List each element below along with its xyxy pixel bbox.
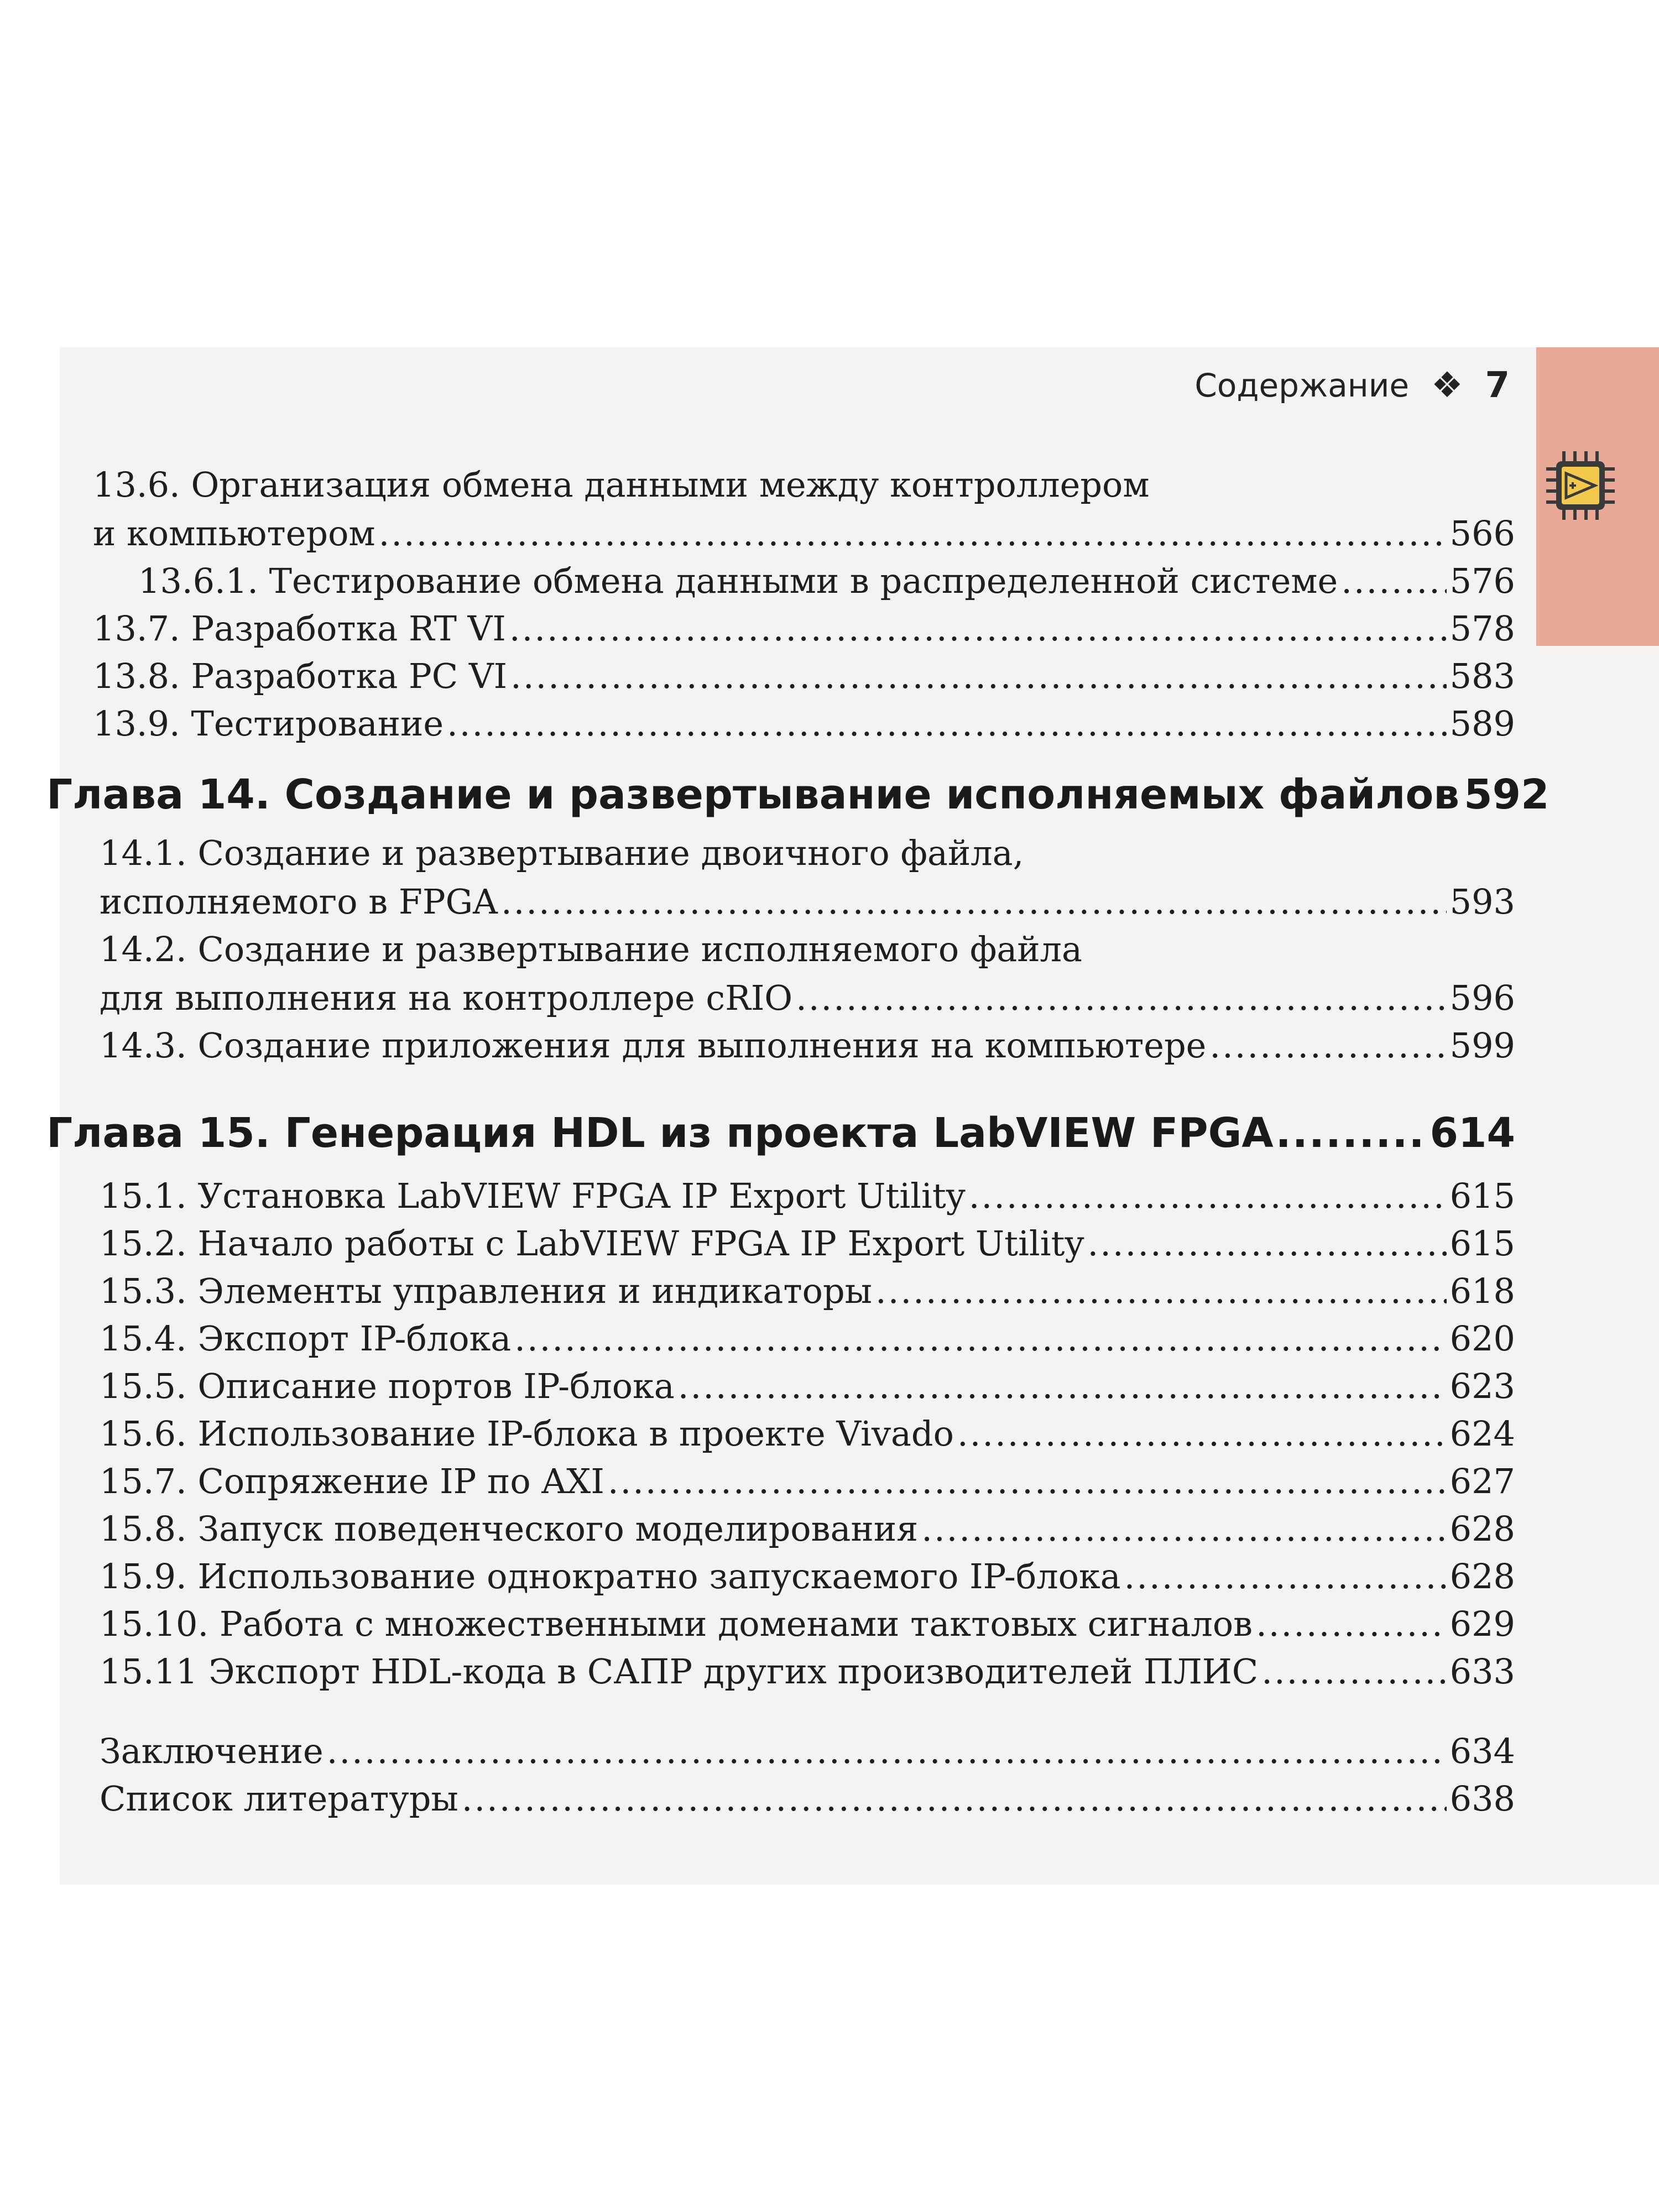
toc-15-7-page: 627 bbox=[1449, 1461, 1515, 1501]
toc-15-6-title: 15.6. Использование IP-блока в проекте Vivado bbox=[100, 1413, 954, 1454]
toc-13-6-title-line2: и компьютером bbox=[93, 513, 375, 554]
toc-entry-14-2 bbox=[100, 978, 1515, 1018]
toc-13-6-1-title: 13.6.1. Тестирование обмена данными в распределенной системе bbox=[138, 561, 1338, 601]
toc-15-3-title: 15.3. Элементы управления и индикаторы bbox=[100, 1271, 873, 1311]
toc-entry-15-11 bbox=[100, 1651, 1515, 1692]
toc-15-1-title: 15.1. Установка LabVIEW FPGA IP Export Utility bbox=[100, 1176, 966, 1216]
dot-leader bbox=[514, 1322, 1446, 1356]
toc-15-3-page: 618 bbox=[1449, 1271, 1515, 1311]
dot-leader bbox=[462, 1782, 1447, 1816]
dot-leader bbox=[1256, 1607, 1447, 1641]
dot-leader bbox=[1209, 1029, 1446, 1063]
toc-entry-15-5 bbox=[100, 1366, 1515, 1406]
toc-conclusion-title: Заключение bbox=[100, 1731, 324, 1771]
toc-entry-15-2 bbox=[100, 1223, 1515, 1264]
dot-leader bbox=[327, 1734, 1447, 1768]
chapter-14-page: 592 bbox=[1464, 771, 1550, 818]
header-title: Содержание bbox=[1194, 367, 1410, 404]
toc-entry-15-8 bbox=[100, 1509, 1515, 1549]
toc-entry-14-3 bbox=[100, 1025, 1515, 1066]
toc-13-9-page: 589 bbox=[1449, 703, 1515, 744]
dot-leader bbox=[1088, 1227, 1447, 1261]
toc-13-9-title: 13.9. Тестирование bbox=[93, 703, 444, 744]
dot-leader bbox=[957, 1417, 1447, 1451]
toc-15-9-page: 628 bbox=[1449, 1556, 1515, 1597]
dot-leader bbox=[1276, 1113, 1428, 1154]
toc-14-1-title-line1: 14.1. Создание и развертывание двоичного файла, bbox=[100, 833, 1024, 873]
toc-15-4-title: 15.4. Экспорт IP-блока bbox=[100, 1318, 512, 1359]
toc-15-10-title: 15.10. Работа с множественными доменами тактовых сигналов bbox=[100, 1604, 1253, 1644]
toc-15-5-title: 15.5. Описание портов IP-блока bbox=[100, 1366, 675, 1406]
toc-13-8-title: 13.8. Разработка PC VI bbox=[93, 656, 508, 696]
toc-15-2-title: 15.2. Начало работы с LabVIEW FPGA IP Export Utility bbox=[100, 1223, 1084, 1264]
dot-leader bbox=[510, 659, 1447, 693]
toc-15-8-title: 15.8. Запуск поведенческого моделирования bbox=[100, 1509, 919, 1549]
toc-entry-13-6-1 bbox=[138, 561, 1515, 601]
toc-13-7-title: 13.7. Разработка RT VI bbox=[93, 608, 506, 649]
toc-references-title: Список литературы bbox=[100, 1778, 458, 1819]
toc-entry-13-9 bbox=[93, 703, 1515, 744]
toc-14-3-title: 14.3. Создание приложения для выполнения на компьютере bbox=[100, 1025, 1207, 1066]
dot-leader bbox=[678, 1369, 1447, 1404]
chapter-14-title: Глава 14. Создание и развертывание исполняемых файлов bbox=[46, 771, 1460, 818]
toc-13-7-page: 578 bbox=[1449, 608, 1515, 649]
toc-entry-15-10 bbox=[100, 1604, 1515, 1644]
toc-14-2-page: 596 bbox=[1449, 978, 1515, 1018]
chapter-15-title: Глава 15. Генерация HDL из проекта LabVIEW FPGA bbox=[46, 1109, 1274, 1157]
toc-14-2-title-line2: для выполнения на контроллере cRIO bbox=[100, 978, 793, 1018]
dot-leader bbox=[379, 517, 1447, 551]
toc-conclusion-page: 634 bbox=[1449, 1731, 1515, 1771]
toc-15-5-page: 623 bbox=[1449, 1366, 1515, 1406]
dot-leader bbox=[796, 981, 1447, 1015]
dot-leader bbox=[608, 1464, 1447, 1499]
dot-leader bbox=[1261, 1655, 1446, 1689]
toc-15-10-page: 629 bbox=[1449, 1604, 1515, 1644]
toc-entry-15-4 bbox=[100, 1318, 1515, 1359]
toc-entry-conclusion bbox=[100, 1731, 1515, 1771]
toc-14-1-page: 593 bbox=[1449, 881, 1515, 922]
dot-leader bbox=[501, 885, 1447, 919]
toc-references-page: 638 bbox=[1449, 1778, 1515, 1819]
toc-entry-13-6 bbox=[93, 513, 1515, 554]
toc-15-1-page: 615 bbox=[1449, 1176, 1515, 1216]
dot-leader bbox=[447, 707, 1447, 741]
toc-15-6-page: 624 bbox=[1449, 1413, 1515, 1454]
toc-chapter-15 bbox=[46, 1109, 1515, 1157]
toc-15-8-page: 628 bbox=[1449, 1509, 1515, 1549]
toc-entry-14-1 bbox=[100, 881, 1515, 922]
toc-entry-references bbox=[100, 1778, 1515, 1819]
toc-15-7-title: 15.7. Сопряжение IP по AXI bbox=[100, 1461, 604, 1501]
toc-15-4-page: 620 bbox=[1449, 1318, 1515, 1359]
toc-entry-13-8 bbox=[93, 656, 1515, 696]
toc-13-6-page: 566 bbox=[1449, 513, 1515, 554]
toc-entry-15-1 bbox=[100, 1176, 1515, 1216]
dot-leader bbox=[1341, 564, 1446, 598]
dot-leader bbox=[875, 1274, 1447, 1308]
toc-13-6-title-line1: 13.6. Организация обмена данными между контроллером bbox=[93, 465, 1150, 505]
dot-leader bbox=[969, 1179, 1447, 1213]
toc-entry-15-7 bbox=[100, 1461, 1515, 1501]
toc-15-11-page: 633 bbox=[1449, 1651, 1515, 1692]
header-separator-icon: ❖ bbox=[1431, 365, 1463, 406]
toc-chapter-14 bbox=[46, 771, 1550, 818]
chapter-15-page: 614 bbox=[1430, 1109, 1515, 1157]
labview-chip-icon bbox=[1544, 449, 1617, 522]
header-page-number: 7 bbox=[1485, 365, 1510, 406]
toc-entry-15-6 bbox=[100, 1413, 1515, 1454]
toc-14-2-title-line1: 14.2. Создание и развертывание исполняемого файла bbox=[100, 929, 1083, 969]
toc-entry-15-3 bbox=[100, 1271, 1515, 1311]
toc-15-11-title: 15.11 Экспорт HDL-кода в САПР других производителей ПЛИС bbox=[100, 1651, 1259, 1692]
dot-leader bbox=[1124, 1559, 1447, 1594]
toc-entry-15-9 bbox=[100, 1556, 1515, 1597]
toc-entry-13-7 bbox=[93, 608, 1515, 649]
dot-leader bbox=[921, 1512, 1446, 1546]
toc-15-2-page: 615 bbox=[1449, 1223, 1515, 1264]
toc-13-8-page: 583 bbox=[1449, 656, 1515, 696]
toc-14-3-page: 599 bbox=[1449, 1025, 1515, 1066]
toc-13-6-1-page: 576 bbox=[1449, 561, 1515, 601]
running-header bbox=[1194, 365, 1510, 406]
dot-leader bbox=[509, 612, 1447, 646]
toc-15-9-title: 15.9. Использование однократно запускаемого IP-блока bbox=[100, 1556, 1121, 1597]
toc-14-1-title-line2: исполняемого в FPGA bbox=[100, 881, 498, 922]
